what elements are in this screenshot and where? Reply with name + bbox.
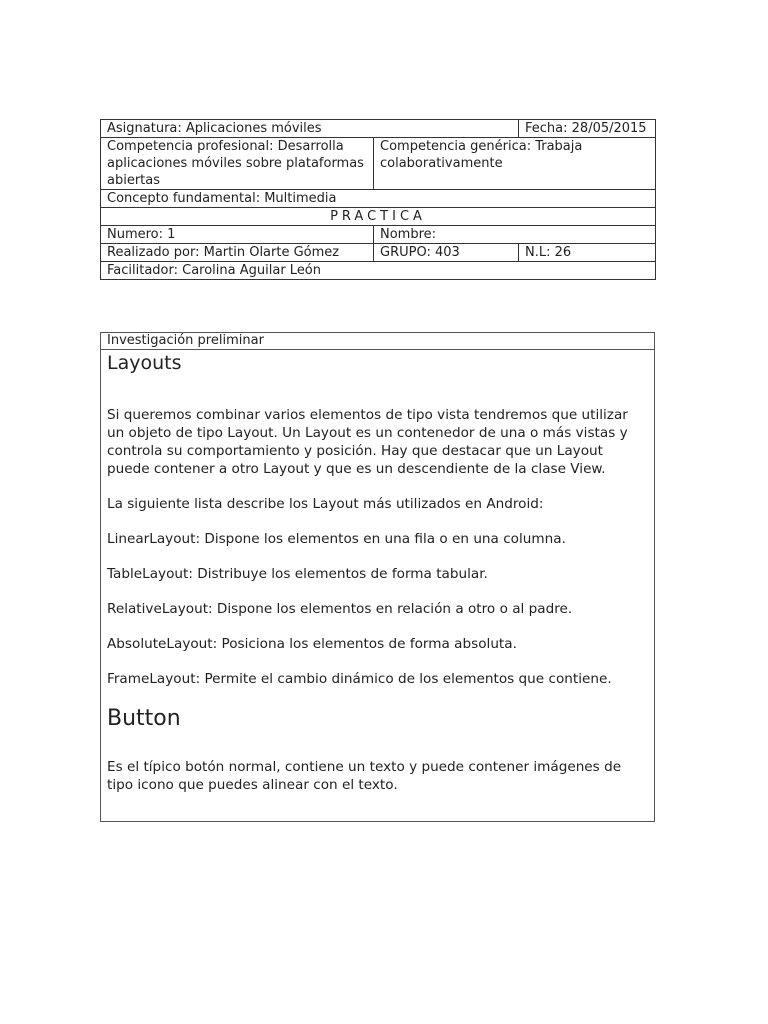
layout-item-table: TableLayout: Distribuye los elementos de forma tabular. [107,566,488,582]
layout-item-frame: FrameLayout: Permite el cambio dinámico de los elementos que contiene. [107,671,612,687]
layouts-title: Layouts [107,352,182,374]
header-row-concepto [101,190,656,208]
competencia-profesional-cell: Competencia profesional: Desarrolla aplicaciones móviles sobre plataformas abiertas [101,138,374,190]
header-row-competencias [101,138,656,190]
competencia-generica-cell: Competencia genérica: Trabaja colaborativamente [374,138,656,190]
investigacion-box [100,332,655,822]
facilitador-cell: Facilitador: Carolina Aguilar León [101,262,656,280]
header-table [100,119,656,280]
header-row-asignatura [101,120,656,138]
header-row-numero [101,226,656,244]
fecha-cell: Fecha: 28/05/2015 [519,120,656,138]
practica-cell: PRACTICA [101,208,656,226]
numero-cell: Numero: 1 [101,226,374,244]
grupo-cell: GRUPO: 403 [374,244,519,262]
header-row-realizado [101,244,656,262]
nombre-cell: Nombre: [374,226,656,244]
layouts-list-intro: La siguiente lista describe los Layout más utilizados en Android: [107,496,544,512]
investigacion-body [101,350,654,794]
button-paragraph: Es el típico botón normal, contiene un texto y puede contener imágenes de tipo icono que puedes alinear con el texto. [107,759,622,793]
layout-item-linear: LinearLayout: Dispone los elementos en una fila o en una columna. [107,531,566,547]
button-title: Button [107,706,181,731]
header-row-practica [101,208,656,226]
layout-item-absolute: AbsoluteLayout: Posiciona los elementos de forma absoluta. [107,636,517,652]
layout-item-relative: RelativeLayout: Dispone los elementos en relación a otro o al padre. [107,601,573,617]
investigacion-heading: Investigación preliminar [101,333,654,350]
concepto-cell: Concepto fundamental: Multimedia [101,190,656,208]
layouts-intro-paragraph: Si queremos combinar varios elementos de tipo vista tendremos que utilizar un objeto de tipo Layout. Un Layout es un contenedor de una o más vistas y controla su comportamiento y posición. Hay que destacar que un Layout puede contener a otro Layout y que es un descendiente de la clase View. [107,407,628,477]
header-row-facilitador [101,262,656,280]
asignatura-cell: Asignatura: Aplicaciones móviles [101,120,519,138]
realizado-cell: Realizado por: Martin Olarte Gómez [101,244,374,262]
nl-cell: N.L: 26 [519,244,656,262]
